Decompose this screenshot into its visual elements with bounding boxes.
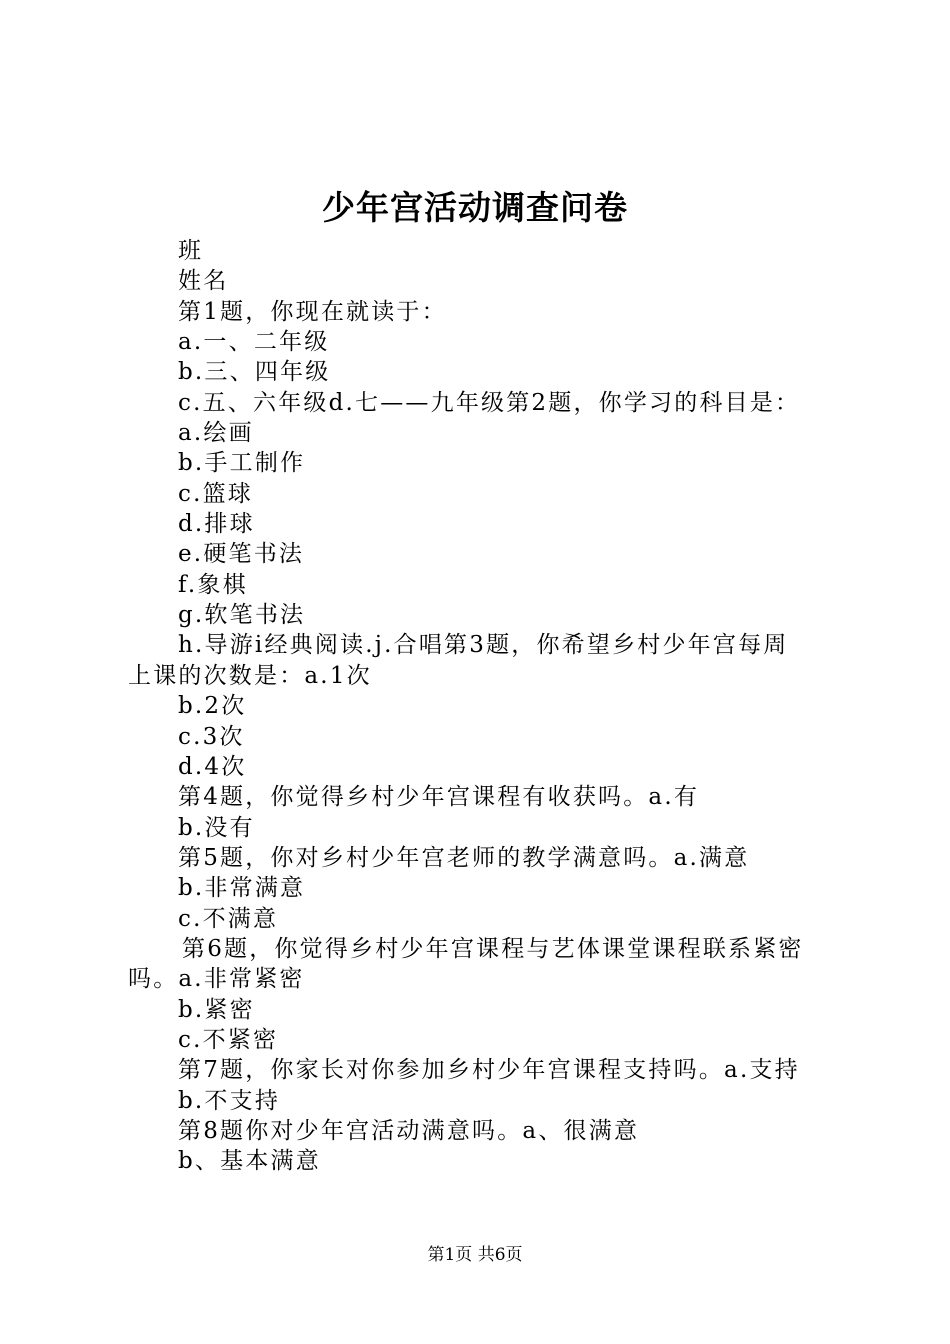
text-line: h.导游i经典阅读.j.合唱第3题，你希望乡村少年宫每周 (178, 632, 789, 659)
text-line: b.2次 (178, 693, 247, 720)
text-line: 第7题，你家长对你参加乡村少年宫课程支持吗。a.支持 (178, 1057, 800, 1084)
page-title: 少年宫活动调查问卷 (322, 188, 628, 227)
text-line: 姓名 (178, 268, 229, 295)
text-line: g.软笔书法 (178, 602, 306, 629)
text-line: d.4次 (178, 753, 247, 780)
text-line: 第1题，你现在就读于： (178, 298, 447, 325)
text-line: 第5题，你对乡村少年宫老师的教学满意吗。a.满意 (178, 844, 750, 871)
text-line: 班 (178, 238, 204, 264)
text-line: a.一、二年级 (178, 329, 330, 356)
text-line: b.三、四年级 (178, 359, 331, 386)
text-line: f.象棋 (178, 571, 248, 598)
text-line: d.排球 (178, 511, 255, 538)
page-footer: 第1页 共6页 (427, 1245, 523, 1265)
text-line: c.3次 (178, 723, 245, 750)
text-line: b.没有 (178, 814, 255, 841)
text-line: c.五、六年级d.七——九年级第2题，你学习的科目是： (178, 389, 801, 416)
text-line: 第8题你对少年宫活动满意吗。a、很满意 (178, 1117, 640, 1144)
text-line: 吗。a.非常紧密 (128, 966, 305, 993)
text-line: a.绘画 (178, 420, 254, 447)
text-line: 第4题，你觉得乡村少年宫课程有收获吗。a.有 (178, 784, 700, 811)
text-line: b.紧密 (178, 996, 255, 1023)
text-line: 第6题，你觉得乡村少年宫课程与艺体课堂课程联系紧密 (182, 935, 804, 962)
text-line: c.篮球 (178, 480, 253, 507)
text-line: e.硬笔书法 (178, 541, 305, 568)
text-line: c.不紧密 (178, 1026, 279, 1053)
text-line: b.非常满意 (178, 875, 306, 902)
text-line: b.手工制作 (178, 450, 306, 477)
text-line: 上课的次数是：a.1次 (128, 662, 372, 689)
text-line: b、基本满意 (178, 1148, 321, 1175)
document-body (128, 236, 848, 1177)
text-line: c.不满意 (178, 905, 279, 932)
text-line: b.不支持 (178, 1087, 281, 1114)
